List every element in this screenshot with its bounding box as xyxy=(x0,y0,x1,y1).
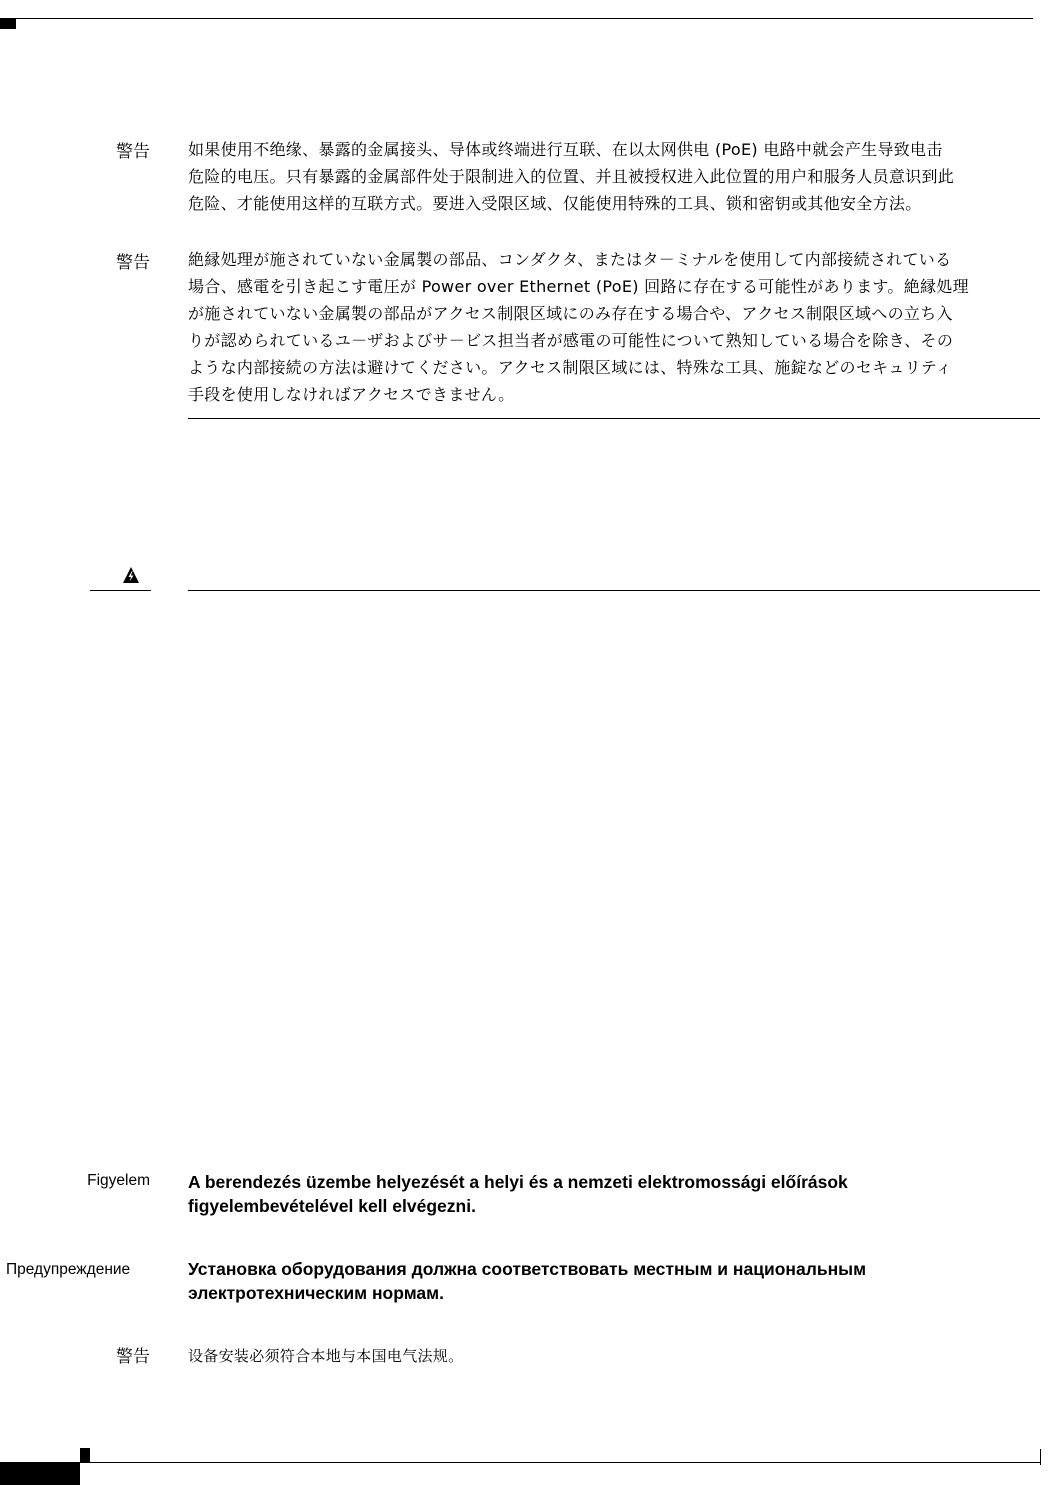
warning-text-line: が施されていない金属製の部品がアクセス制限区域にのみ存在する場合や、アクセス制限区域への立ち入 xyxy=(188,304,953,323)
warning-text-line: ような内部接続の方法は避けてください。アクセス制限区域には、特殊な工具、施錠などのセキュリティ xyxy=(188,358,953,377)
warning-triangle-lightning-icon xyxy=(122,566,140,584)
warning-text-ru xyxy=(188,1257,1038,1305)
warning-text-line: 危险、才能使用这样的互联方式。要进入受限区域、仅能使用特殊的工具、锁和密钥或其他安全方法。 xyxy=(188,194,922,213)
header-marker xyxy=(0,19,16,29)
footer-tick xyxy=(1040,1449,1041,1465)
warning-icon-underline xyxy=(90,590,151,591)
warning-header-rule xyxy=(188,590,1040,591)
warning-text-line: электротехническим нормам. xyxy=(188,1283,444,1303)
warning-label-hu: Figyelem xyxy=(87,1172,150,1189)
header-rule xyxy=(0,18,1033,19)
warning-text-line: Установка оборудования должна соответствовать местным и национальным xyxy=(188,1259,867,1279)
warning-text-line: 危险的电压。只有暴露的金属部件处于限制进入的位置、并且被授权进入此位置的用户和服务人员意识到此 xyxy=(188,167,955,186)
warning-text-line: figyelembevételével kell elvégezni. xyxy=(188,1196,476,1216)
warning-text-zh-2 xyxy=(188,1343,1048,1370)
warning-text-line: 場合、感電を引き起こす電圧が Power over Ethernet (PoE) 回路に存在する可能性があります。絶縁処理 xyxy=(188,277,969,296)
warning-text-line: A berendezés üzembe helyezését a helyi és a nemzeti elektromossági előírások xyxy=(188,1172,848,1192)
warning-text-hu xyxy=(188,1170,1038,1218)
warning-label-ja: 警告 xyxy=(116,253,150,273)
footer-rule xyxy=(80,1462,1040,1463)
warning-text-line: 手段を使用しなければアクセスできません。 xyxy=(188,385,515,404)
warning-label-zh: 警告 xyxy=(116,142,150,162)
warning-label-ru: Предупреждение xyxy=(6,1261,131,1278)
footer-page-tab xyxy=(0,1462,80,1485)
warning-text-line: 絶縁処理が施されていない金属製の部品、コンダクタ、またはタ－ミナルを使用して内部接続されている xyxy=(188,250,952,269)
warning-text-line: 如果使用不绝缘、暴露的金属接头、导体或终端进行互联、在以太网供电 (PoE) 电路中就会产生导致电击 xyxy=(188,140,943,159)
warning-text-line: 设备安装必须符合本地与本国电气法规。 xyxy=(188,1347,464,1365)
section-end-rule xyxy=(188,418,1040,419)
warning-text-ja xyxy=(188,246,1048,408)
warning-text-zh xyxy=(188,136,1048,217)
footer-marker xyxy=(80,1448,90,1462)
warning-text-line: りが認められているユ－ザおよびサ－ビス担当者が感電の可能性について熟知している場合を除き、その xyxy=(188,331,954,350)
warning-label-zh-2: 警告 xyxy=(116,1347,150,1367)
